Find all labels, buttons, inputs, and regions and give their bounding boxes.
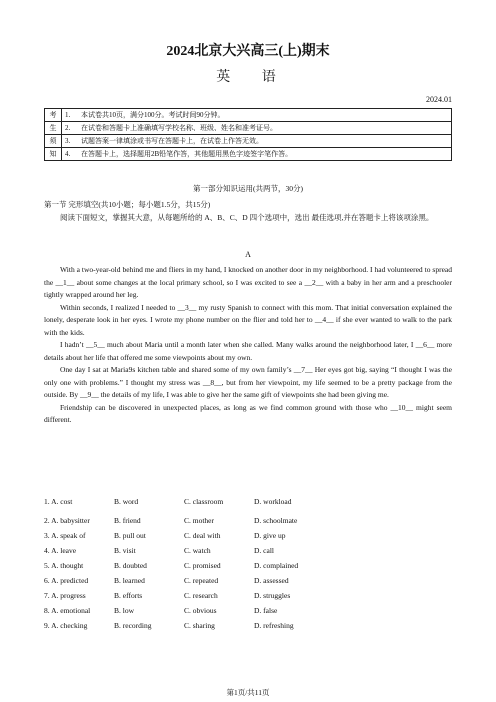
option-b: B. efforts [114,591,143,600]
option-a: 4. A. leave [44,546,77,555]
part-title: 第一节 完形填空(共10小题；每小题1.5分，共15分) [44,200,211,209]
passage-text [44,264,452,427]
option-d: D. assessed [254,576,289,585]
notice-label: 须 [45,135,62,148]
notice-text: 试题答案一律填涂或书写在答题卡上，在试卷上作答无效。 [78,135,452,148]
instructions: 阅读下面短文，掌握其大意，从每题所给的 A、B、C、D 四个选项中，选出 最佳选项,并在答题卡上将该项涂黑。 [60,213,434,222]
option-a: 5. A. thought [44,561,84,570]
notice-text: 在答题卡上，选择题用2B铅笔作答，其他题用黑色字迹签字笔作答。 [78,148,452,161]
option-a: 9. A. checking [44,621,88,630]
passage-paragraph: I hadn’t __5__ much about Maria until a month later when she called. Many walks around the neighborhood later, I __6__ more details about her life that offered me some viewpoints about my own. [44,340,452,362]
answer-options [44,497,452,636]
passage-paragraph: With a two-year-old behind me and fliers in my hand, I knocked on another door in my neighborhood. I had volunteered to spread the __1__ about some changes at the local primary school, so I was excited to see a __2__ with a baby in her arm and a preschooler tightly wrapped around her leg. [44,265,452,299]
option-c: C. deal with [184,531,221,540]
notice-number: 2. [62,122,79,135]
option-row [44,576,452,591]
option-row [44,621,452,636]
passage-paragraph: Friendship can be discovered in unexpected places, as long as we find common ground with those who __10__ might seem different. [44,402,452,424]
notice-label: 知 [45,148,62,161]
option-b: B. pull out [114,531,146,540]
option-d: D. workload [254,497,292,506]
option-c: C. sharing [184,621,215,630]
option-b: B. visit [114,546,136,555]
option-row [44,546,452,561]
option-a: 8. A. emotional [44,606,91,615]
option-a: 7. A. progress [44,591,86,600]
option-c: C. repeated [184,576,219,585]
exam-date: 2024.01 [426,95,452,104]
option-c: C. watch [184,546,211,555]
option-b: B. word [114,497,139,506]
option-row [44,591,452,606]
option-b: B. learned [114,576,145,585]
notice-row [45,109,452,122]
subject-title: 英 语 [216,70,290,85]
notice-number: 1. [62,109,79,122]
option-b: B. recording [114,621,152,630]
section-title: 第一部分知识运用(共两节，30分) [193,184,303,193]
option-a: 6. A. predicted [44,576,89,585]
option-row [44,516,452,531]
notice-text: 在试卷和答题卡上准确填写学校名称、班级、姓名和准考证号。 [78,122,452,135]
option-row [44,497,452,512]
page-footer: 第1页/共11页 [226,688,270,697]
option-c: C. promised [184,561,221,570]
option-d: D. give up [254,531,286,540]
option-d: D. refreshing [254,621,294,630]
option-d: D. schoolmate [254,516,298,525]
option-b: B. friend [114,516,141,525]
notice-number: 4. [62,148,79,161]
option-b: B. doubted [114,561,147,570]
notice-row [45,135,452,148]
option-d: D. complained [254,561,299,570]
passage-paragraph: One day I sat at Maria9s kitchen table and shared some of my own family’s __7__ Her eyes got big, saying “I thought I was the only one with problems.” I thought my stress was __8__, but from her viewpoint, my life seemed to be a pretty package from the outside. By __9__ the details of my life, I was able to give her the same gift of viewpoints she had been giving me. [44,365,452,399]
option-c: C. mother [184,516,214,525]
option-row [44,531,452,546]
option-row [44,561,452,576]
notice-row [45,122,452,135]
passage-paragraph: Within seconds, I realized I needed to __3__ my rusty Spanish to connect with this mom. That initial conversation explained the lonely, desperate look in her eyes. I wrote my phone number on the flier and told her to __4__ if she ever wanted to walk to the park with the kids. [44,302,452,337]
option-c: C. classroom [184,497,224,506]
exam-title: 2024北京大兴高三(上)期末 [166,44,330,59]
option-a: 1. A. cost [44,497,73,506]
notice-row [45,148,452,161]
option-d: D. struggles [254,591,291,600]
notice-text: 本试卷共10页，满分100分。考试时间90分钟。 [78,109,452,122]
notice-label: 生 [45,122,62,135]
exam-notice-table [44,108,452,161]
option-row [44,606,452,621]
option-d: D. false [254,606,278,615]
option-c: C. research [184,591,218,600]
passage-label: A [245,250,251,259]
notice-number: 3. [62,135,79,148]
notice-label: 考 [45,109,62,122]
option-d: D. call [254,546,274,555]
option-b: B. low [114,606,135,615]
option-a: 3. A. speak of [44,531,86,540]
option-c: C. obvious [184,606,217,615]
option-a: 2. A. babysitter [44,516,90,525]
